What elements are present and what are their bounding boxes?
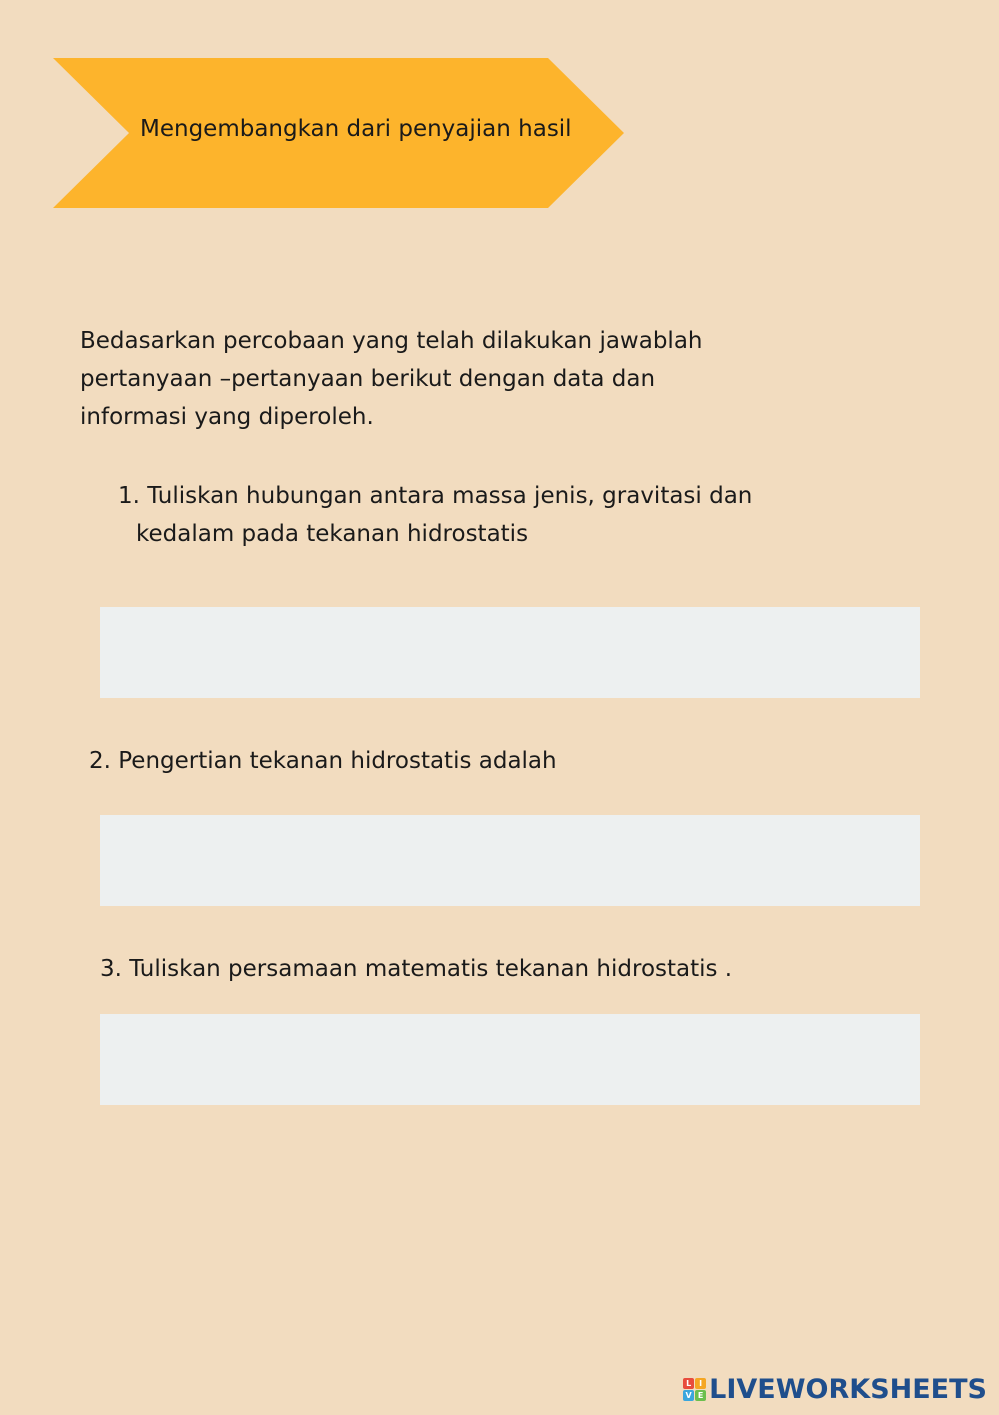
liveworksheets-logo-icon <box>683 1378 706 1401</box>
question-1-text: 1. Tuliskan hubungan antara massa jenis, gravitasi dan <box>118 483 753 509</box>
answer-2-field[interactable] <box>100 815 920 906</box>
answer-3-field[interactable] <box>100 1014 920 1105</box>
instructions-line: Bedasarkan percobaan yang telah dilakukan jawablah <box>80 328 703 354</box>
answer-1-field[interactable] <box>100 607 920 698</box>
title-banner <box>53 58 624 208</box>
instructions-line: informasi yang diperoleh. <box>80 404 374 430</box>
question-1-text-continued: kedalam pada tekanan hidrostatis <box>136 521 529 547</box>
banner-title: Mengembangkan dari penyajian hasil <box>140 116 572 142</box>
instructions-line: pertanyaan –pertanyaan berikut dengan data dan <box>80 366 656 392</box>
logo-letter: V <box>683 1390 694 1401</box>
question-1 <box>118 477 752 553</box>
liveworksheets-brand-text: LIVEWORKSHEETS <box>709 1374 987 1405</box>
instructions-paragraph <box>80 322 800 436</box>
question-3: 3. Tuliskan persamaan matematis tekanan hidrostatis . <box>100 956 733 982</box>
logo-letter: E <box>695 1390 706 1401</box>
logo-letter: L <box>683 1378 694 1389</box>
logo-letter: I <box>695 1378 706 1389</box>
liveworksheets-logo[interactable] <box>683 1374 987 1405</box>
question-2: 2. Pengertian tekanan hidrostatis adalah <box>89 748 557 774</box>
